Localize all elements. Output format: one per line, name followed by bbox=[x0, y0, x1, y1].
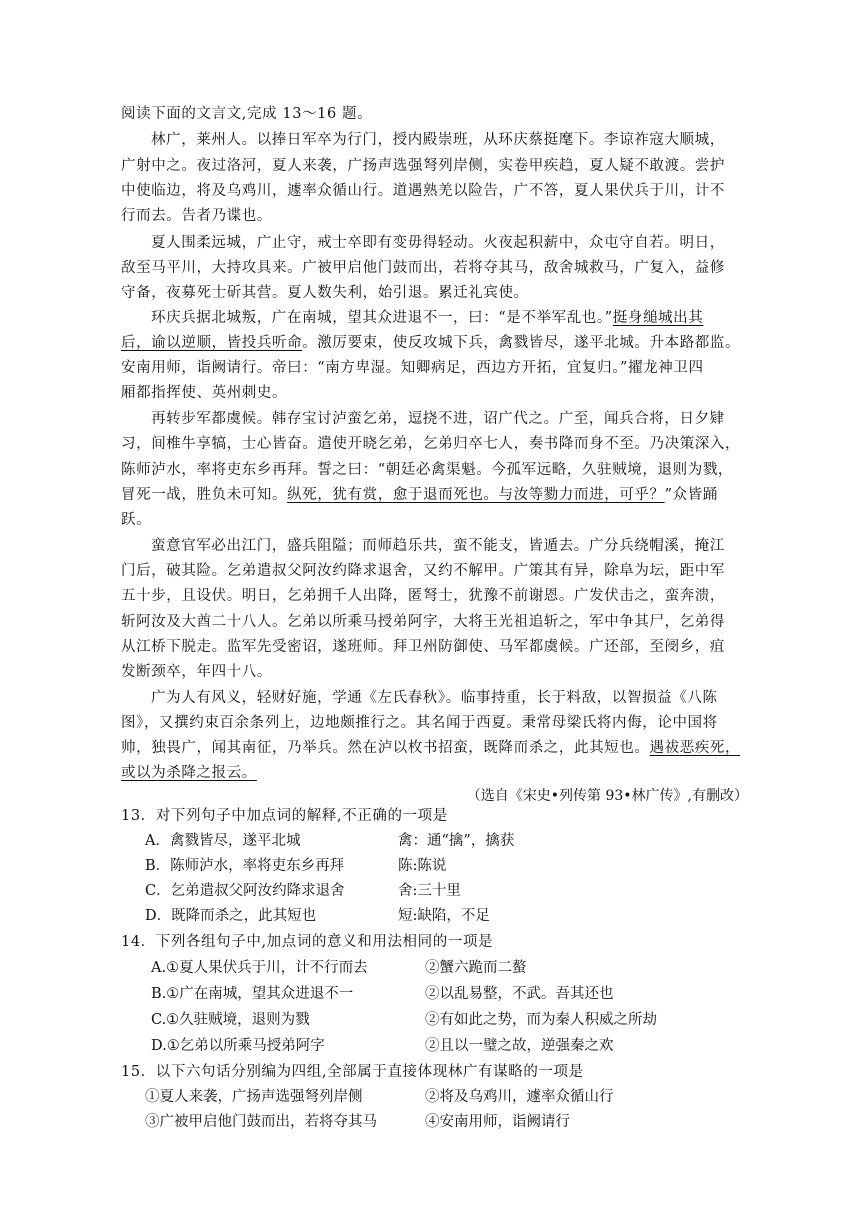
p3-underlined-sentence-part-1: 挺身缒城出其 bbox=[612, 310, 704, 326]
p6-underlined-sentence-part-2: 或以为杀降之报云。 bbox=[121, 765, 257, 781]
intro-instruction: 阅读下面的文言文,完成 13～16 题。 bbox=[121, 106, 373, 122]
source-citation: （选自《宋史•列传第 93•林广传》,有删改） bbox=[466, 788, 748, 804]
p3-line-1 bbox=[151, 308, 703, 328]
p5-line-4: 斩阿汝及大酋二十八人。乞弟以所乘马授弟阿字，大将王光祖追斩之，军中争其尸，乞弟得 bbox=[121, 614, 725, 630]
q13-option-b-sentence: B．陈师泸水，率将吏东乡再拜 bbox=[145, 858, 345, 874]
p3-underlined-sentence-part-2: 后，谕以逆顺，皆投兵听命 bbox=[121, 335, 303, 351]
q13-option-a-gloss: 禽：通“擒”，擒获 bbox=[398, 833, 515, 849]
q13-option-b-gloss: 陈:陈说 bbox=[398, 858, 447, 874]
p3-line-3: 安南用师，诣阙请行。帝曰：“南方卑湿。知卿病足，西边方开拓，宜复归。”擢龙神卫四 bbox=[121, 360, 704, 376]
p5-line-5: 从江桥下脱走。监军先受密诏，遂班师。拜卫州防御使、马军都虞候。广还部，至阌乡，疽 bbox=[121, 639, 725, 655]
p4-line-1: 再转步军都虞候。韩存宝讨泸蛮乞弟，逗挠不进，诏广代之。广至，闻兵合将，日夕肄 bbox=[151, 411, 725, 427]
q14-option-a-first: A.①夏人果伏兵于川，计不行而去 bbox=[151, 960, 368, 976]
q14-option-c-first: C.①久驻贼境，退则为戮 bbox=[151, 1012, 310, 1028]
p5-line-6: 发断颈卒，年四十八。 bbox=[121, 664, 272, 680]
q15-item-2: ②将及乌鸡川，遽率众循山行 bbox=[425, 1089, 614, 1105]
p5-line-2: 门后，破其险。乞弟遣叔父阿汝约降求退舍，又约不解甲。广策其有异，除阜为坛，距中军 bbox=[121, 563, 725, 579]
p1-line-4: 行而去。告者乃谍也。 bbox=[121, 208, 272, 224]
q13-stem: 13．对下列句子中加点词的解释,不正确的一项是 bbox=[121, 808, 448, 824]
p5-line-1: 蛮意官军必出江门，盛兵阻隘；而师趋乐共，蛮不能支，皆遁去。广分兵绕帽溪，掩江 bbox=[151, 538, 725, 554]
q15-item-4: ④安南用师，诣阙请行 bbox=[425, 1114, 570, 1130]
q14-option-a-second: ②蟹六跪而二螯 bbox=[425, 960, 527, 976]
p3-line-2 bbox=[121, 333, 740, 353]
q13-option-d-gloss: 短:缺陷，不足 bbox=[398, 908, 490, 924]
p6-line-1: 广为人有风义，轻财好施，学通《左氏春秋》。临事持重，长于料敌，以智损益《八陈 bbox=[151, 690, 718, 706]
p5-line-3: 五十步，且设伏。明日，乞弟拥千人出降，匿弩士，犹豫不前谢恩。广发伏击之，蛮奔溃， bbox=[121, 588, 725, 604]
q14-stem: 14．下列各组句子中,加点词的意义和用法相同的一项是 bbox=[121, 934, 494, 950]
p2-line-2: 敌至马平川，大持攻具来。广被甲启他门鼓而出，若将夺其马，敌舍城救马，广复入，益修 bbox=[121, 260, 725, 276]
p2-line-1: 夏人围柔远城，广止守，戒士卒即有变毋得轻动。火夜起积薪中，众屯守自若。明日， bbox=[151, 235, 725, 251]
p6-line-3-text: 帅，独畏广，闻其南征，乃举兵。然在泸以枚书招蛮，既降而杀之，此其短也。 bbox=[121, 740, 650, 756]
q13-option-d-sentence: D．既降而杀之，此其短也 bbox=[145, 908, 317, 924]
p6-line-3 bbox=[121, 738, 740, 758]
p6-line-4 bbox=[121, 763, 257, 783]
q15-item-3: ③广被甲启他门鼓而出，若将夺其马 bbox=[145, 1114, 377, 1130]
p1-line-1: 林广，莱州人。以捧日军卒为行门，授内殿崇班，从环庆蔡挺麾下。李谅祚寇大顺城， bbox=[151, 132, 725, 148]
p4-line-5: 跃。 bbox=[121, 512, 152, 528]
p2-line-3: 守备，夜募死士斫其营。夏人数失利，始引退。累迁礼宾使。 bbox=[121, 285, 529, 301]
q13-option-c-sentence: C．乞弟遣叔父阿汝约降求退舍 bbox=[145, 883, 345, 899]
p4-line-4-text: 冒死一战，胜负未可知。 bbox=[121, 487, 288, 503]
q15-stem: 15．以下六句话分别编为四组,全部属于直接体现林广有谋略的一项是 bbox=[121, 1064, 584, 1080]
q14-option-c-second: ②有如此之势，而为秦人积威之所劫 bbox=[425, 1012, 657, 1028]
p3-line-2-text: 。激厉要束，使反攻城下兵，禽戮皆尽，遂平北城。升本路都监。 bbox=[302, 335, 741, 351]
p1-line-2: 广射中之。夜过洛河，夏人来袭，广扬声选强弩列岸侧，实卷甲疾趋，夏人疑不敢渡。尝护 bbox=[121, 158, 725, 174]
p4-line-2: 习，间椎牛享犒，士心皆奋。遣使开晓乞弟，乞弟归卒七人，奏书降而身不至。乃决策深入， bbox=[121, 436, 741, 452]
p6-line-2: 图》，又撰约束百余条列上，边地颇推行之。其名闻于西夏。秉常母梁氏将内侮，论中国将 bbox=[121, 715, 718, 731]
p4-line-4 bbox=[121, 485, 718, 505]
q15-item-1: ①夏人来袭，广扬声选强弩列岸侧 bbox=[145, 1089, 363, 1105]
q14-option-d-second: ②且以一璧之故，逆强秦之欢 bbox=[425, 1038, 614, 1054]
q14-option-b-first: B.①广在南城，望其众进退不一 bbox=[151, 986, 354, 1002]
q14-option-b-second: ②以乱易整，不武。吾其还也 bbox=[425, 986, 614, 1002]
p4-line-4-end: ”众皆踊 bbox=[664, 487, 718, 503]
q14-option-d-first: D.①乞弟以所乘马授弟阿字 bbox=[151, 1038, 325, 1054]
p1-line-3: 中使临边，将及乌鸡川，遽率众循山行。道遇熟羌以险告，广不答，夏人果伏兵于川，计不 bbox=[121, 183, 725, 199]
p3-line-1-text: 环庆兵据北城叛，广在南城，望其众进退不一，曰：“是不举军乱也。” bbox=[151, 310, 613, 326]
p4-underlined-sentence: 纵死，犹有赏，愈于退而死也。与汝等勠力而进，可乎？ bbox=[287, 487, 665, 503]
q13-option-a-sentence: A．禽戮皆尽，遂平北城 bbox=[145, 833, 301, 849]
p6-underlined-sentence-part-1: 遇祓恶疾死， bbox=[649, 740, 741, 756]
p3-line-4: 厢都指挥使、英州刺史。 bbox=[121, 385, 288, 401]
p4-line-3: 陈师泸水，率将吏东乡再拜。誓之曰：“朝廷必禽渠魁。今孤军远略，久驻贼境，退则为戮， bbox=[121, 462, 734, 478]
q13-option-c-gloss: 舍:三十里 bbox=[398, 883, 461, 899]
